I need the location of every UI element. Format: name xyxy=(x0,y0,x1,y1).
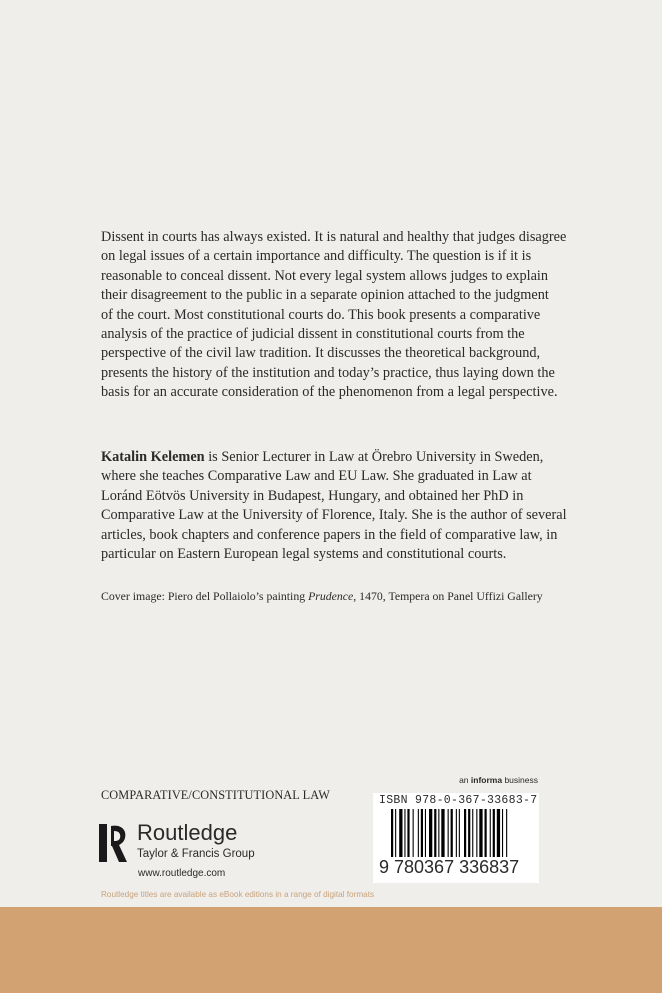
caption-suffix: , 1470, Tempera on Panel Uffizi Gallery xyxy=(353,589,543,603)
barcode-bar xyxy=(421,809,423,861)
caption-prefix: Cover image: Piero del Pollaiolo’s painting xyxy=(101,589,309,603)
bio-line: Loránd Eötvös University in Budapest, Hungary, and obtained her PhD in xyxy=(101,487,524,504)
barcode-bar xyxy=(451,809,453,861)
informa-pre: an xyxy=(459,775,471,785)
ean-number: 9 780367 336837 xyxy=(379,857,520,877)
barcode-bar xyxy=(395,809,396,861)
barcode-bar xyxy=(479,809,482,861)
barcode-bar xyxy=(490,809,491,861)
description-line: of the court. Most constitutional courts do. This book presents a comparative xyxy=(101,306,541,323)
bio-line: where she teaches Comparative Law and EU Law. She graduated in Law at xyxy=(101,468,532,485)
barcode-bar xyxy=(429,809,432,861)
cover-image-credit xyxy=(101,589,543,604)
barcode-bar xyxy=(502,809,503,861)
isbn-barcode xyxy=(373,793,539,883)
publisher-url[interactable]: www.routledge.com xyxy=(138,868,226,879)
publisher-group: Taylor & Francis Group xyxy=(137,848,255,860)
barcode-bar xyxy=(399,809,402,861)
barcode-bar xyxy=(441,809,444,861)
barcode-bars xyxy=(377,809,535,861)
description-line: on legal issues of a certain importance and difficulty. The question is if it is xyxy=(101,248,532,265)
informa-tagline xyxy=(459,775,538,785)
informa-post: business xyxy=(502,775,538,785)
routledge-head-icon xyxy=(99,822,129,864)
bio-line xyxy=(101,448,571,467)
barcode-bar xyxy=(407,809,409,861)
informa-brand: informa xyxy=(470,775,503,785)
barcode-bar xyxy=(476,809,477,861)
routledge-logo xyxy=(99,820,259,868)
bio-line: particular on Eastern European legal systems and constitutional courts. xyxy=(101,546,507,563)
publisher-name: Routledge xyxy=(137,820,238,845)
description-line: Dissent in courts has always existed. It is natural and healthy that judges disagree xyxy=(101,229,567,245)
barcode-bar xyxy=(472,809,473,861)
barcode-bar xyxy=(468,809,470,861)
ebook-note: Routledge titles are available as eBook editions in a range of digital formats xyxy=(101,890,375,899)
barcode-bar xyxy=(434,809,436,861)
description-line: perspective of the civil law tradition. It discusses the theoretical background, xyxy=(101,345,541,362)
barcode-bar xyxy=(459,809,460,861)
description-line: their disagreement to the public in a separate opinion attached to the judgment xyxy=(101,287,549,304)
isbn-label: ISBN 978-0-367-33683-7 xyxy=(379,794,538,807)
bio-line: Comparative Law at the University of Florence, Italy. She is the author of several xyxy=(101,507,567,524)
description-line: presents the history of the institution and today’s practice, thus laying down the xyxy=(101,364,555,381)
barcode-bar xyxy=(506,809,507,861)
painting-title: Prudence xyxy=(308,589,354,603)
bio-line: articles, book chapters and conference papers in the field of comparative law, in xyxy=(101,526,558,543)
barcode-bar xyxy=(493,809,495,861)
bottom-color-band xyxy=(0,907,662,993)
barcode-bar xyxy=(391,809,393,861)
barcode-bar xyxy=(404,809,405,861)
barcode-bar xyxy=(425,809,426,861)
book-description xyxy=(101,228,571,403)
description-line: analysis of the practice of judicial dissent in constitutional courts from the xyxy=(101,326,525,343)
description-line: basis for an accurate consideration of the phenomenon from a legal perspective. xyxy=(101,384,558,401)
barcode-bar xyxy=(438,809,439,861)
description-line: reasonable to conceal dissent. Not every legal system allows judges to explain xyxy=(101,267,549,284)
bio-text: is Senior Lecturer in Law at Örebro University in Sweden, xyxy=(204,449,544,465)
barcode-bar xyxy=(448,809,449,861)
barcode-bar xyxy=(464,809,466,861)
barcode-bar xyxy=(413,809,414,861)
author-name: Katalin Kelemen xyxy=(101,449,205,465)
barcode-bar xyxy=(418,809,419,861)
barcode-bar xyxy=(485,809,487,861)
barcode-bar xyxy=(497,809,500,861)
subject-category: COMPARATIVE/CONSTITUTIONAL LAW xyxy=(101,788,330,802)
author-bio xyxy=(101,448,571,564)
barcode-bar xyxy=(456,809,457,861)
